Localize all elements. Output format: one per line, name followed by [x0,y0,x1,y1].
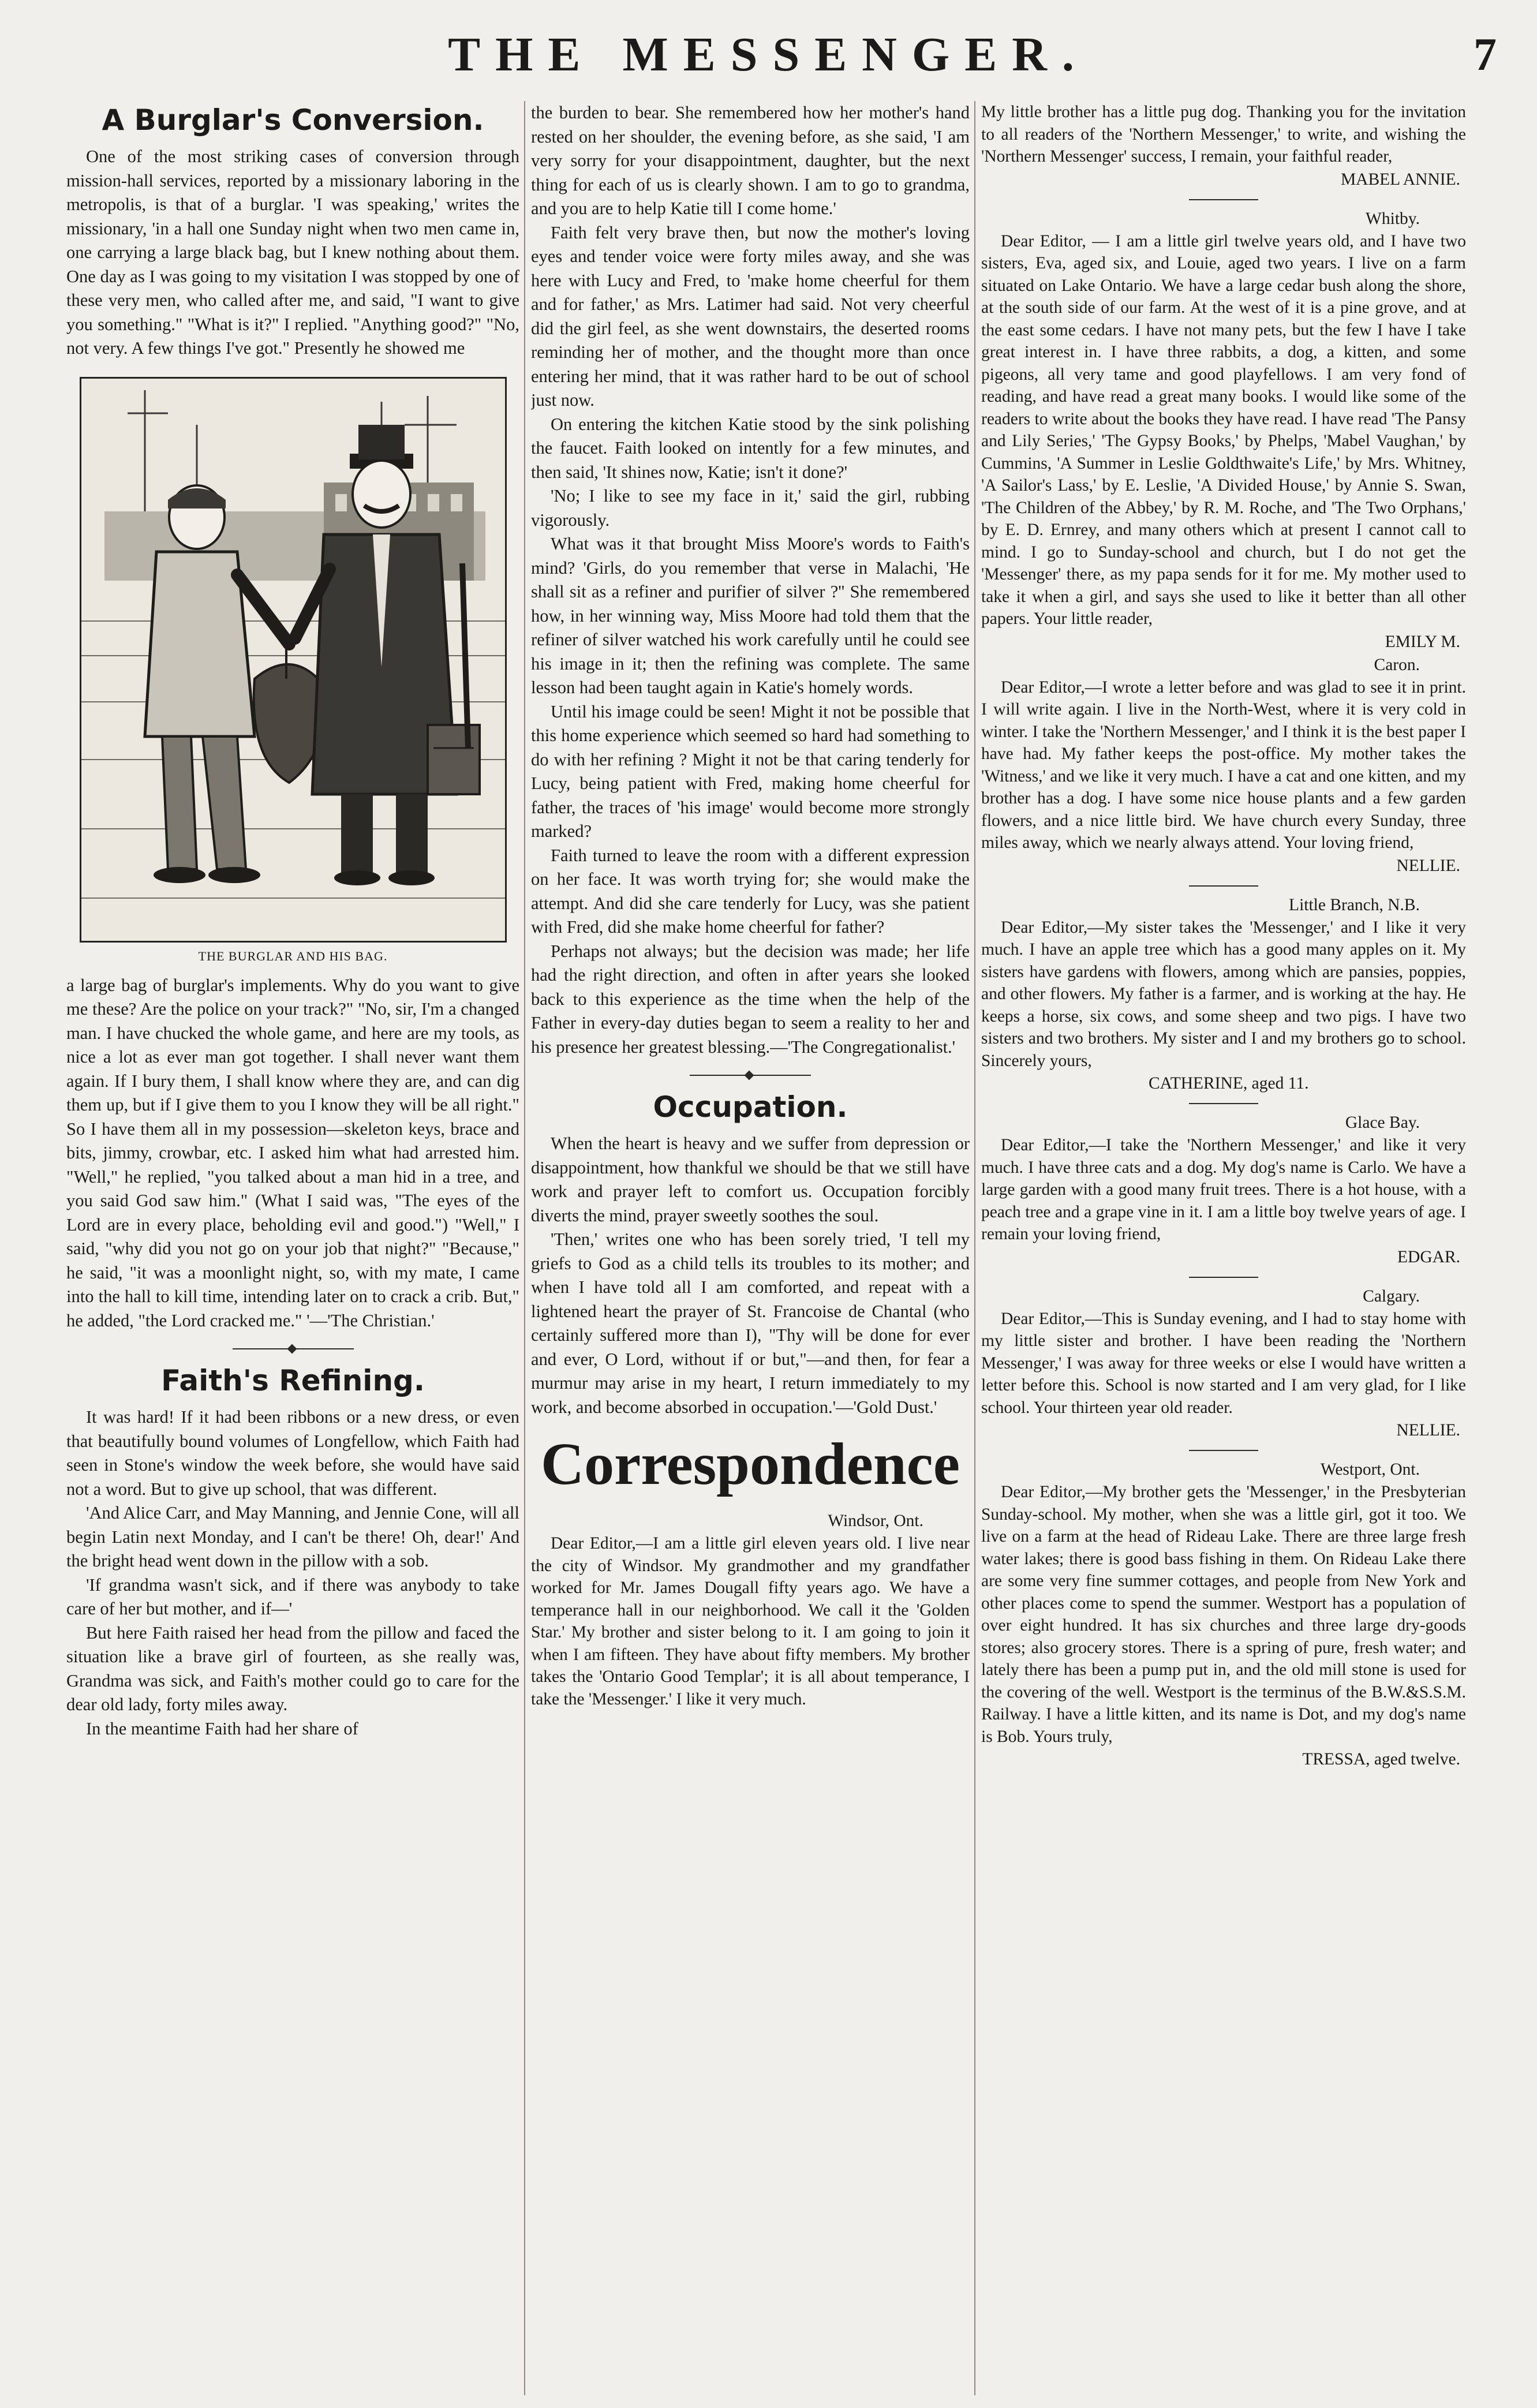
column-3 [981,101,1466,2395]
letter-signature: TRESSA, aged twelve. [1302,1750,1460,1768]
article-title: A Burglar's Conversion. [102,103,484,137]
paragraph: the burden to bear. She remembered how her mother's hand rested on her shoulder, the evening before, as she said, 'I am very sorry for your disappointment, daughter, but the next thing for each of us is clearly shown. I am to go to grandma, and you are to help Katie till I come home.' [531,103,970,218]
engraving-image [81,379,505,941]
paragraph: 'If grandma wasn't sick, and if there was anybody to take care of her but mother, and if—' [66,1575,519,1618]
paragraph: 'No; I like to see my face in it,' said the girl, rubbing vigorously. [531,486,970,530]
letter-body: Dear Editor,—I wrote a letter before and was glad to see it in print. I will write again. I live in the North-West, where it is very cold in winter. I take the 'Northern Messenger,' and I think it is the best paper I have had. My father keeps the post-office. My mother takes the 'Witness,' and we like it very much. I have a cat and one kitten, and my brother has a dog. I have some nice house plants and a few garden flowers, and a nice little bird. We have church every Sunday, three miles away, which we nearly always attend. Your loving friend, [981,678,1466,852]
article-title: Occupation. [653,1090,848,1124]
column-rule [974,101,975,2395]
paragraph: Perhaps not always; but the decision was made; her life had the right direction, and often in after years she looked back to this experience as the time when the help of the Father in every-day duties began to seem a reality to her and his presence her greatest blessing.—'The Congregationalist.' [531,941,970,1057]
paragraph: But here Faith raised her head from the pillow and faced the situation like a brave girl of fourteen, as she really was, Grandma was sick, and Faith's mother could go to care for the dear old lady, forty miles away. [66,1622,519,1714]
letter-place: Westport, Ont. [1320,1460,1420,1479]
paragraph: a large bag of burglar's implements. Why do you want to give me these? Are the police on your track?" "No, sir, I'm a changed man. I have chucked the whole game, and here are my tools, as nice a lot as ever man got together. I shall never want them again. If I bury them, I shall know where they are, and can dig them up, but if I give them to you I know they will be all right." So I have them all in my possession—skeleton keys, brace and bits, jimmy, crowbar, etc. I asked him what had arrested him. "Well," he replied, "you talked about a man hid in a tree, and you said God saw him." (What I said was, "The eyes of the Lord are in every place, beholding evil and good.") "Well," I said, "why did you not go on your job that night?" "Because," he said, "it was a moonlight night, so, with my mate, I came into the hall to kill time, intending later on to crack a crib. But," he added, "the Lord cracked me." '—'The Christian.' [66,975,519,1330]
letter-signature: NELLIE. [1396,856,1460,875]
letter-signature: NELLIE. [1396,1421,1460,1439]
paragraph: One of the most striking cases of conversion through mission-hall services, reported by a missionary laboring in the metropolis, is that of a burglar. 'I was speaking,' writes the missionary, 'in a hall one Sunday night when two men came in, one carrying a large black bag, but I knew nothing about them. One day as I was going to my visitation I was stopped by one of these very men, who called after me, and said, "I want to give you something." "What is it?" I replied. "Anything good?" "No, not very. A few things I've got." Presently he showed me [66,147,519,358]
paragraph: When the heart is heavy and we suffer from depression or disappointment, how thankful we should be that we still have work and prayer left to comfort us. Occupation forcibly diverts the mind, prayer sweetly soothes the soul. [531,1134,970,1225]
masthead [0,23,1537,87]
letter-place: Calgary. [1363,1287,1420,1306]
letter-place: Whitby. [1366,209,1420,228]
letter-body: Dear Editor,—This is Sunday evening, and I had to stay home with my little sister and brother. I have been reading the 'Northern Messenger,' I was away for three weeks or else I would have written a letter before this. School is now started and I am very glad, for I like school. Your thirteen year old reader. [981,1309,1466,1417]
paragraph: Faith turned to leave the room with a different expression on her face. It was worth trying for; she would make the attempt. And did she care tenderly for Lucy, was she patient with Fred, did she make home cheerful for father? [531,845,970,937]
column-2 [531,101,970,2395]
paragraph: In the meantime Faith had her share of [86,1718,358,1738]
paragraph: Until his image could be seen! Might it not be possible that this home experience which seemed so hard had something to do with her refining ? Might it not be that caring tenderly for Lucy, being patient with Fred, making home cheerful for father, the traces of 'his image' would become more strongly marked? [531,701,970,841]
letter-place: Glace Bay. [1345,1113,1420,1132]
burglar-illustration [80,377,507,943]
letter-divider [1189,1450,1258,1451]
article-title: Faith's Refining. [161,1364,425,1397]
paragraph: What was it that brought Miss Moore's words to Faith's mind? 'Girls, do you remember that verse in Malachi, 'He shall sit as a refiner and purifier of silver ?'' She remembered how, in her winning way, Miss Moore had told them that the refiner of silver watched his work carefully until he could see his image in it; then the refining was complete. The same lesson had been taught again in Katie's homely words. [531,534,970,697]
letter-body: Dear Editor,—I take the 'Northern Messenger,' and like it very much. I have three cats and a dog. My dog's name is Carlo. We have a large garden with a good many fruit trees. There is a hot house, with a peach tree and a grape vine in it. I am a little boy twelve years of age. I remain your loving friend, [981,1136,1466,1243]
paragraph: 'Then,' writes one who has been sorely tried, 'I tell my griefs to God as a child tells its troubles to its mother; and when I have told all I am comforted, and repeat with a lightened heart the prayer of St. Francoise de Chantal (who certainly suffered more than I), "Thy will be done for ever and ever, O Lord, without if or but,"—and then, for fear a murmur may arise in my heart, I return immediately to my work, and become absorbed in occupation.'—'Gold Dust.' [531,1229,970,1417]
column-rule [524,101,525,2395]
letter-body: Dear Editor,—My sister takes the 'Messenger,' and I like it very much. I have an apple tree which has a good many apples on it. My sisters have gardens with flowers, among which are pansies, poppies, and other flowers. My father is a farmer, and is working at the hay. He keeps a horse, six cows, and some sheep and two pigs. I have two sisters and two brothers. My sister and I and my brothers go to school. Sincerely yours, [981,918,1466,1070]
letter-body: Dear Editor, — I am a little girl twelve years old, and I have two sisters, Eva, aged six, and Louie, aged two years. I live on a farm situated on Lake Ontario. We have a large cedar bush along the shore, at the south side of our farm. At the west of it is a pine grove, and at the east some cedars. I have not many pets, but the few I have I take great interest in. I have three rabbits, a dog, a kitten, and some pigeons, all very tame and good playfellows. I am very fond of reading, and have read a great many books. I would like some of the readers to write about the books they have read. I have read 'The Pansy and Lily Series,' 'The Gypsy Books,' by Phelps, 'Mabel Vaughan,' by Cummins, 'A Summer in Leslie Goldthwaite's Life,' by Mrs. Whitney, 'A Sailor's Lass,' by E. Leslie, 'A Divided House,' by Annie S. Swan, 'The Children of the Abbey,' by R. M. Roche, and 'The Two Orphans,' by E. D. Ernrey, and many others which at present I cannot call to mind. I go to Sunday-school and church, but I do not get the 'Messenger' there, as my papa sends for it for me. My mother used to take it when a girl, and says she used to like it better than all other papers. Your little reader, [981,231,1466,628]
letter-place: Little Branch, N.B. [1289,895,1420,914]
paragraph: 'And Alice Carr, and May Manning, and Jennie Cone, will all begin Latin next Monday, and I can't be there! Oh, dear!' And the bright head went down in the pillow with a sob. [66,1503,519,1571]
letter-body: My little brother has a little pug dog. Thanking you for the invitation to all readers of the 'Northern Messenger,' to write, and wishing the 'Northern Messenger' success, I remain, your faithful reader, [981,103,1466,166]
letter-signature: EDGAR. [1397,1247,1460,1266]
page-number: 7 [1474,29,1497,80]
letter-signature: EMILY M. [1385,632,1460,651]
letter-place: Caron. [1374,655,1420,674]
section-divider [233,1345,354,1352]
masthead-title: THE MESSENGER. [448,28,1089,81]
paragraph: On entering the kitchen Katie stood by the sink polishing the faucet. Faith looked on intently for a few minutes, and then said, 'It shines now, Katie; isn't it done?' [531,414,970,482]
paragraph: It was hard! If it had been ribbons or a new dress, or even that beautifully bound volumes of Longfellow, which Faith had seen in Stone's window the week before, she would have said not a word. But to give up school, that was different. [66,1407,519,1499]
correspondence-heading: Correspondence [540,1431,960,1497]
letter-place: Windsor, Ont. [828,1512,923,1530]
column-1 [66,101,519,2395]
letter-divider [1189,199,1258,200]
letter-divider [1189,1103,1258,1104]
letter-body: Dear Editor,—I am a little girl eleven years old. I live near the city of Windsor. My grandmother and my grandfather worked for Mr. James Dougall fifty years ago. We have a temperance hall in our neighborhood. We call it the 'Golden Star.' My brother and sister belong to it. I am going to join it when I am fifteen. They have about fifty members. My brother takes the 'Ontario Good Templar'; it is all about temperance, I take the 'Messenger.' I like it very much. [531,1534,970,1708]
letter-divider [1189,885,1258,887]
letter-signature: CATHERINE, aged 11. [1149,1074,1309,1093]
letter-body: Dear Editor,—My brother gets the 'Messenger,' in the Presbyterian Sunday-school. My mother, when she was a little girl, got it too. We live on a farm at the head of Rideau Lake. There are three large fresh water lakes; there is good bass fishing in them. On Rideau Lake there are some very fine summer cottages, and people from New York and other places come to spend the summer. Westport has a population of over eight hundred. It has six churches and three large dry-goods stores; also grocery stores. There is a spring of pure, fresh water; and lately there has been a pump put in, and the old mill stone is used for the covering of the well. Westport is the terminus of the B.W.&S.S.M. Railway. I have a little kitten, and its name is Dot, and my dog's name is Bob. Yours truly, [981,1483,1466,1746]
letter-signature: MABEL ANNIE. [1340,170,1460,189]
paragraph: Faith felt very brave then, but now the mother's loving eyes and tender voice were forty miles away, and she was here with Lucy and Fred, to 'make home cheerful for them and for father,' as Mrs. Latimer had said. Not very cheerful did the girl feel, as she went downstairs, the deserted rooms reminding her of mother, and the thought more than once entering her mind, that it was rather hard to be out of school just now. [531,222,970,410]
section-divider [690,1072,811,1079]
letter-divider [1189,1277,1258,1278]
illustration-caption: THE BURGLAR AND HIS BAG. [198,948,388,963]
